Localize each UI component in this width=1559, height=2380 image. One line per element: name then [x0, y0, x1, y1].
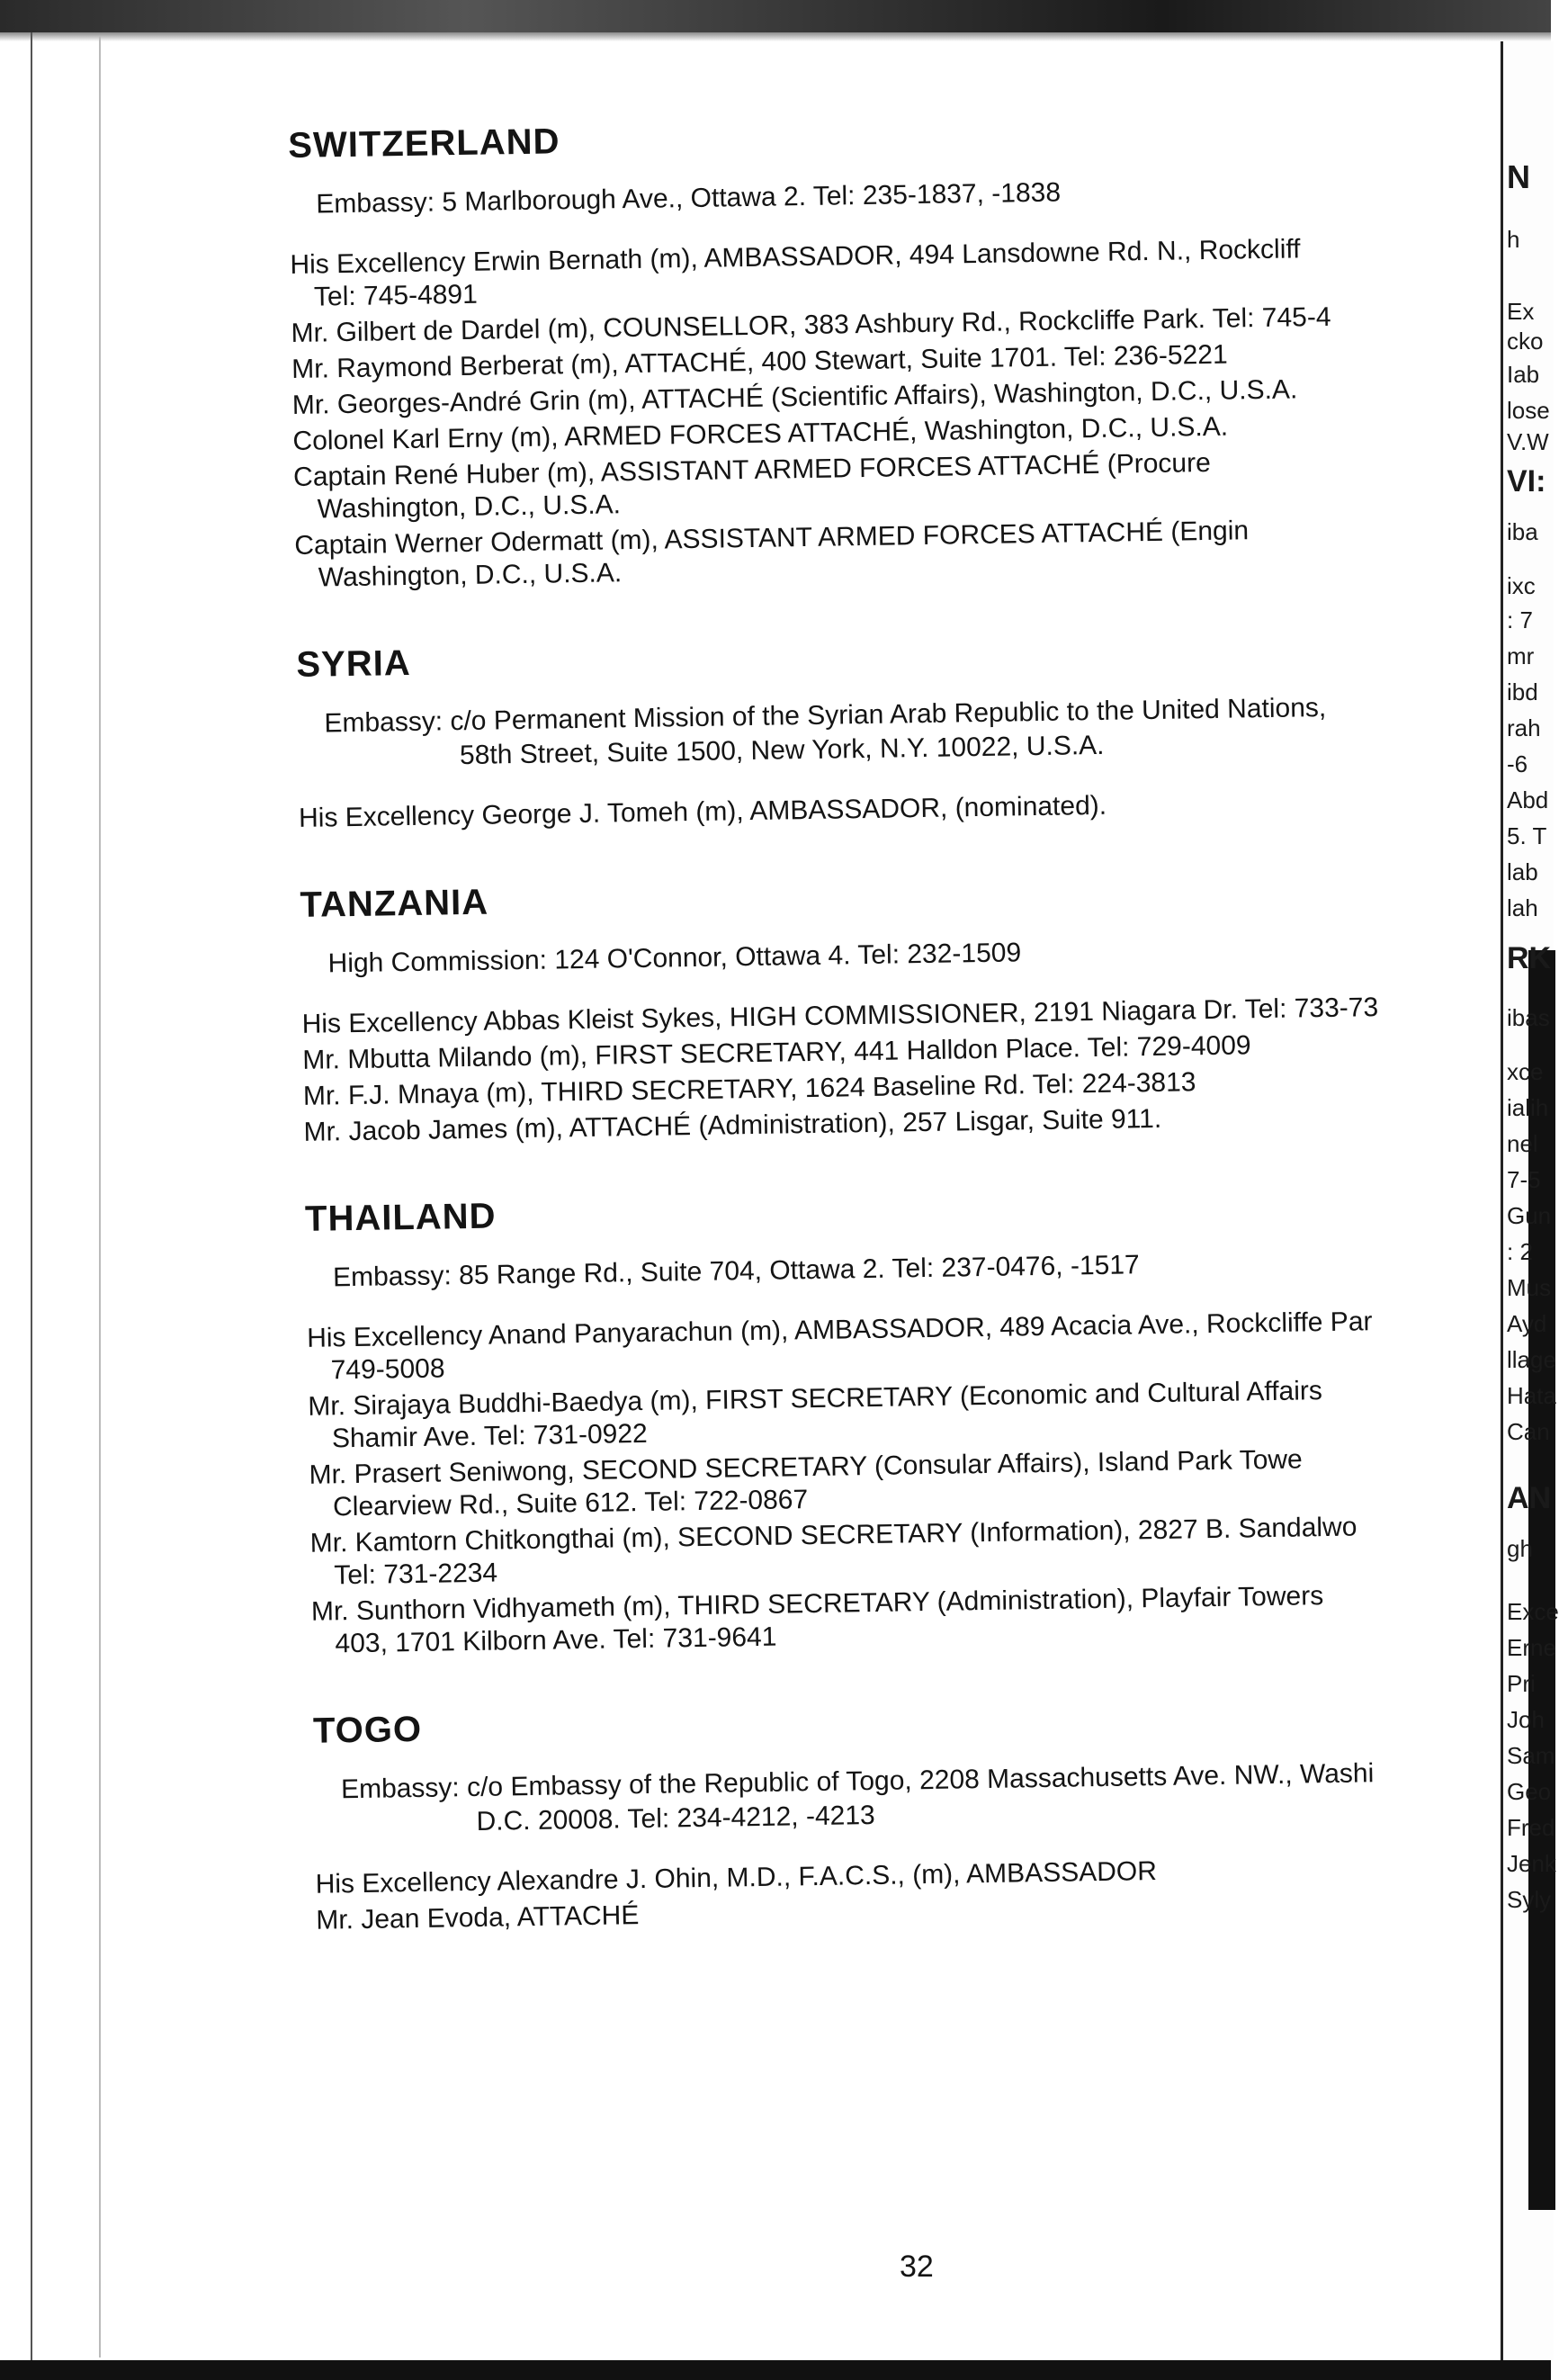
adjacent-page-fragment: Pri: [1507, 1670, 1536, 1697]
personnel-line-continued: Tel: 731-2234: [334, 1558, 498, 1591]
country-section-togo: [313, 1693, 1531, 1937]
adjacent-page-fragment: lab: [1507, 858, 1538, 885]
personnel-line: Mr. Gilbert de Dardel (m), COUNSELLOR, 383 Ashbury Rd., Rockcliffe Park. Tel: 745-4: [291, 301, 1331, 348]
adjacent-page-fragment: xce: [1507, 1058, 1544, 1085]
adjacent-page-fragment: Can: [1507, 1418, 1550, 1445]
country-section-switzerland: [288, 107, 1510, 595]
adjacent-page-fragment: iba: [1507, 518, 1538, 545]
personnel-line: Mr. Sunthorn Vidhyameth (m), THIRD SECRETARY (Administration), Playfair Towers: [310, 1581, 1324, 1627]
personnel-line: Mr. Prasert Seniwong, SECOND SECRETARY (Consular Affairs), Island Park Towe: [309, 1444, 1303, 1490]
adjacent-page-fragment: Fred: [1507, 1814, 1555, 1841]
mission-address-line-continued: D.C. 20008. Tel: 234-4212, -4213: [476, 1800, 875, 1837]
scan-bottom-edge: [0, 2360, 1551, 2380]
adjacent-page-fragment: 7-5: [1507, 1166, 1541, 1193]
adjacent-page-fragment: ixc: [1507, 572, 1536, 599]
adjacent-page-fragment: -6: [1507, 750, 1528, 777]
personnel-line: Mr. Sirajaya Buddhi-Baedya (m), FIRST SECRETARY (Economic and Cultural Affairs: [308, 1376, 1323, 1422]
adjacent-page-fragment: Geo: [1507, 1778, 1552, 1805]
adjacent-page-fragment: llage: [1507, 1346, 1556, 1373]
adjacent-page-fragment: RK: [1507, 941, 1552, 975]
personnel-line: His Excellency George J. Tomeh (m), AMBASSADOR, (nominated).: [298, 790, 1107, 833]
mission-address: [341, 1755, 1529, 1842]
adjacent-page-fragment: : 2: [1507, 1238, 1533, 1265]
mission-address-line: High Commission: 124 O'Connor, Ottawa 4. Tel: 232-1509: [327, 938, 1022, 979]
personnel-line: His Excellency Abbas Kleist Sykes, HIGH COMMISSIONER, 2191 Niagara Dr. Tel: 733-73: [301, 992, 1379, 1039]
personnel-line-continued: Shamir Ave. Tel: 731-0922: [331, 1418, 648, 1454]
adjacent-page-fragment: : 7: [1507, 606, 1533, 633]
personnel-line-continued: Washington, D.C., U.S.A.: [317, 489, 622, 525]
adjacent-page-fragment: Hata: [1507, 1382, 1556, 1409]
adjacent-page-fragment: cko: [1507, 328, 1544, 355]
country-heading: SYRIA: [296, 642, 411, 685]
adjacent-page-fragment: lose: [1507, 397, 1550, 424]
page-margin-line: [99, 36, 101, 2358]
adjacent-page-fragment: mr: [1507, 642, 1535, 669]
adjacent-page-fragment: ibas: [1507, 1004, 1550, 1031]
mission-address-line-continued: 58th Street, Suite 1500, New York, N.Y. 10022, U.S.A.: [459, 730, 1105, 771]
personnel-line: Mr. Mbutta Milando (m), FIRST SECRETARY, 441 Halldon Place. Tel: 729-4009: [302, 1030, 1251, 1075]
mission-address-line: Embassy: c/o Permanent Mission of the Syrian Arab Republic to the United Nations,: [324, 692, 1327, 739]
personnel-line: His Excellency Erwin Bernath (m), AMBASSADOR, 494 Lansdowne Rd. N., Rockcliff: [290, 234, 1301, 280]
adjacent-page-fragment: VI:: [1507, 464, 1546, 498]
mission-address-line: Embassy: 85 Range Rd., Suite 704, Ottawa 2. Tel: 237-0476, -1517: [332, 1250, 1140, 1293]
country-section-syria: [296, 626, 1513, 835]
personnel-line: Mr. Jacob James (m), ATTACHÉ (Administration), 257 Lisgar, Suite 911.: [303, 1103, 1162, 1147]
adjacent-page-fragment: rah: [1507, 714, 1541, 741]
mission-address: [327, 929, 1515, 982]
adjacent-page-fragment: Jenk: [1507, 1850, 1556, 1877]
adjacent-page-fragment: Gun: [1507, 1202, 1552, 1229]
personnel-line: His Excellency Alexandre J. Ohin, M.D., F.A.C.S., (m), AMBASSADOR: [315, 1856, 1158, 1900]
adjacent-page-fragment: Exce: [1507, 1598, 1559, 1625]
mission-address: [333, 1243, 1520, 1296]
personnel-line: Mr. Raymond Berberat (m), ATTACHÉ, 400 Stewart, Suite 1701. Tel: 236-5221: [291, 339, 1228, 384]
personnel-line: Colonel Karl Erny (m), ARMED FORCES ATTACHÉ, Washington, D.C., U.S.A.: [292, 411, 1229, 456]
adjacent-page-fragment: ialih: [1507, 1094, 1549, 1121]
personnel-line-continued: Clearview Rd., Suite 612. Tel: 722-0867: [332, 1485, 809, 1522]
adjacent-page-fragment: Joh: [1507, 1706, 1545, 1733]
adjacent-page-fragment: V.W: [1507, 428, 1549, 455]
personnel-line-continued: 403, 1701 Kilborn Ave. Tel: 731-9641: [335, 1621, 777, 1659]
personnel-line: Mr. Georges-André Grin (m), ATTACHÉ (Scientific Affairs), Washington, D.C., U.S.A.: [291, 374, 1298, 420]
adjacent-page-fragment: Erne: [1507, 1634, 1556, 1661]
personnel-line-continued: 749-5008: [330, 1353, 445, 1386]
personnel-entry: [299, 784, 1513, 835]
mission-address: [316, 169, 1503, 222]
scan-top-shadow: [0, 32, 1551, 41]
adjacent-page-fragment: ibd: [1507, 678, 1538, 705]
adjacent-page-fragment: AN: [1507, 1481, 1552, 1515]
adjacent-page-fragment: Ayd: [1507, 1310, 1547, 1337]
mission-address: [324, 688, 1512, 776]
personnel-line: Mr. F.J. Mnaya (m), THIRD SECRETARY, 1624 Baseline Rd. Tel: 224-3813: [302, 1067, 1196, 1111]
country-heading: TOGO: [312, 1709, 423, 1751]
country-section-tanzania: [300, 867, 1518, 1149]
adjacent-page-fragment: N: [1507, 158, 1530, 195]
country-heading: THAILAND: [304, 1196, 497, 1239]
personnel-line: Mr. Kamtorn Chitkongthai (m), SECOND SECRETARY (Information), 2827 B. Sandalwo: [309, 1512, 1357, 1558]
page-number: 32: [900, 2250, 934, 2284]
adjacent-page-fragment: Abd: [1507, 786, 1549, 813]
personnel-line: Mr. Jean Evoda, ATTACHÉ: [316, 1900, 640, 1935]
adjacent-page-fragment: Mus: [1507, 1274, 1552, 1301]
adjacent-page-fragment: lah: [1507, 894, 1538, 921]
binding-edge: [31, 32, 32, 2372]
adjacent-page-fragment: Ex: [1507, 298, 1535, 325]
personnel-line: Captain René Huber (m), ASSISTANT ARMED FORCES ATTACHÉ (Procure: [292, 447, 1212, 492]
personnel-line-continued: Tel: 745-4891: [313, 279, 479, 312]
mission-address-line: Embassy: c/o Embassy of the Republic of Togo, 2208 Massachusetts Ave. NW., Washi: [340, 1758, 1375, 1805]
personnel-line: His Excellency Anand Panyarachun (m), AMBASSADOR, 489 Acacia Ave., Rockcliffe Par: [306, 1307, 1373, 1353]
adjacent-page-fragment: Iab: [1507, 361, 1540, 388]
scan-top-edge: [0, 0, 1551, 32]
adjacent-page-fragment: h: [1507, 226, 1520, 253]
country-heading: SWITZERLAND: [288, 121, 560, 166]
adjacent-page-fragment: 5. T: [1507, 822, 1547, 849]
country-section-thailand: [305, 1181, 1527, 1661]
adjacent-page-fragment: Sam: [1507, 1742, 1555, 1769]
personnel-line: Captain Werner Odermatt (m), ASSISTANT ARMED FORCES ATTACHÉ (Engin: [294, 516, 1250, 561]
mission-address-line: Embassy: 5 Marlborough Ave., Ottawa 2. Tel: 235-1837, -1838: [316, 177, 1062, 220]
adjacent-page-fragment: Syly: [1507, 1886, 1552, 1913]
country-heading: TANZANIA: [300, 882, 489, 925]
personnel-line-continued: Washington, D.C., U.S.A.: [318, 558, 623, 593]
adjacent-page-fragment: gh: [1507, 1535, 1533, 1562]
adjacent-page-fragment: nel: [1507, 1130, 1538, 1157]
diplomatic-list-page: [288, 107, 1540, 2322]
